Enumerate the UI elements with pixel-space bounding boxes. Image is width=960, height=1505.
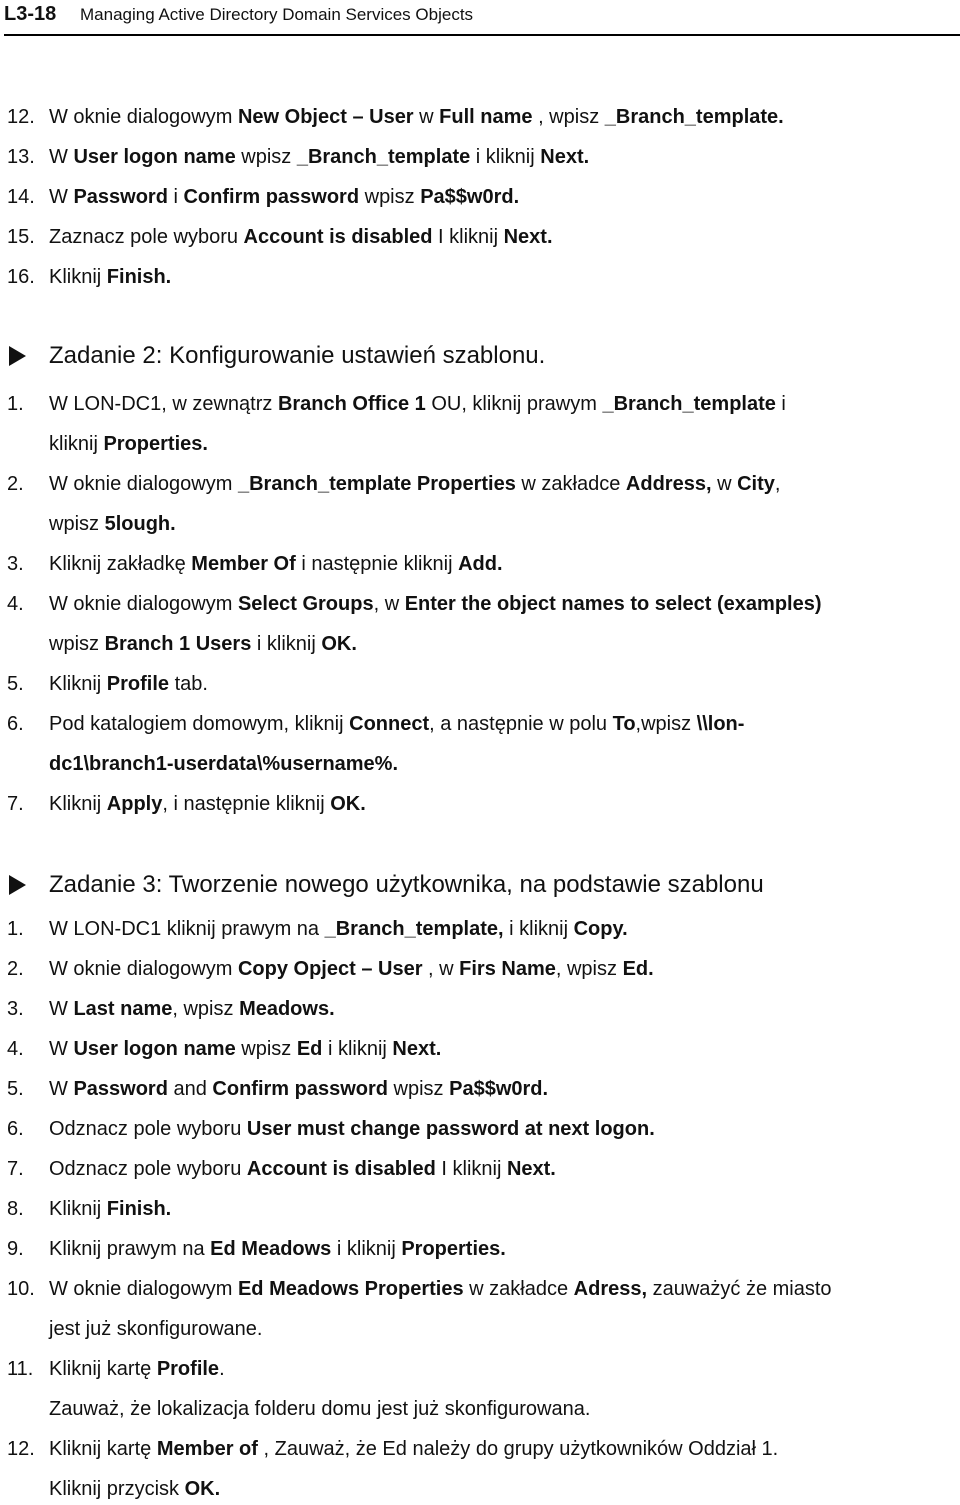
step-text [49,428,208,460]
step-text [49,748,398,780]
step-text [49,388,786,420]
step-text-plain: I kliknij [435,1158,507,1180]
step-text-bold: Account is disabled [246,1158,436,1180]
step-text-plain: Kliknij zakładkę [49,553,192,575]
step-number: 4. [7,593,24,615]
step-text-plain: i kliknij [503,918,574,940]
step-text-bold: OK. [321,633,357,655]
step-line [0,221,960,253]
triangle-bullet-icon [9,875,26,895]
step-text-bold: Account is disabled [243,226,433,248]
step-text-plain: i kliknij [470,146,541,168]
step-line [0,628,960,660]
step-number: 3. [7,553,24,575]
step-text-plain: ,wpisz [635,713,697,735]
step-line [0,1233,960,1265]
step-number: 12. [7,106,35,128]
step-text [49,1473,220,1505]
step-number: 7. [7,1158,24,1180]
step-text-plain: Odznacz pole wyboru [49,1118,247,1140]
step-text [49,1433,778,1465]
step-number: 2. [7,473,24,495]
step-text [49,141,589,173]
step-text-plain: I kliknij [432,226,504,248]
step-line [0,428,960,460]
step-number: 1. [7,918,24,940]
step-text-bold: City [737,473,775,495]
step-text [49,1273,832,1305]
step-number: 5. [7,1078,24,1100]
step-text-plain: Odznacz pole wyboru [49,1158,247,1180]
step-text [49,708,744,740]
step-text-bold: Confirm password [183,186,360,208]
step-text-plain: i kliknij [251,633,322,655]
step-text-plain: , wpisz [555,958,623,980]
step-text-plain: Kliknij przycisk [49,1478,185,1500]
step-line [0,708,960,740]
step-text-bold: _Branch_template. [604,106,784,128]
step-line [0,468,960,500]
step-text-plain: , i następnie kliknij [162,793,331,815]
step-text [49,1113,655,1145]
step-text-bold: Firs Name [459,958,556,980]
step-number: 2. [7,958,24,980]
step-text [49,468,780,500]
step-text-bold: Add. [458,553,503,575]
step-text-bold: Connect [349,713,430,735]
step-text-plain: W oknie dialogowym [49,106,238,128]
step-text-bold: Copy Opject – User [237,958,423,980]
task3-heading-text: Zadanie 3: Tworzenie nowego użytkownika, na podstawie szablonu [49,871,764,898]
step-text [49,1073,548,1105]
step-text-plain: , a następnie w polu [429,713,613,735]
step-number: 5. [7,673,24,695]
step-line [0,1153,960,1185]
step-line [0,1473,960,1505]
step-text-plain: Kliknij kartę [49,1438,157,1460]
step-text-plain: , Zauważ, że Ed należy do grupy użytkowników Oddział 1. [257,1438,779,1460]
step-text [49,993,335,1025]
step-text-bold: Branch Office 1 [277,393,426,415]
step-text [49,913,628,945]
step-text [49,1193,171,1225]
step-text-bold: User logon name [73,146,236,168]
step-number: 7. [7,793,24,815]
step-text-plain: W oknie dialogowym [49,593,238,615]
step-line [0,1353,960,1385]
step-text-bold: Pa$$w0rd. [420,186,520,208]
step-text [49,221,553,253]
step-text-plain: i [167,186,184,208]
step-line [0,668,960,700]
step-text-bold: Ed Meadows Properties [237,1278,464,1300]
step-text-bold: Address, [625,473,712,495]
step-text [49,261,171,293]
step-text-plain: w zakładce [515,473,626,495]
step-text-bold: Finish. [106,1198,172,1220]
step-text-plain: kliknij [49,433,104,455]
step-text-bold: Select Groups [237,593,374,615]
step-text-bold: Next. [506,1158,556,1180]
step-text-plain: W oknie dialogowym [49,473,238,495]
step-text-plain: W [49,146,74,168]
step-text-bold: _Branch_template, [324,918,504,940]
step-text-plain: . [219,1358,225,1380]
step-text [49,1313,262,1345]
step-text-bold: _Branch_template Properties [237,473,516,495]
step-text-bold: Pa$$w0rd. [449,1078,549,1100]
step-text-bold: Copy. [573,918,628,940]
step-text-bold: Meadows. [239,998,335,1020]
step-text [49,588,822,620]
step-number: 9. [7,1238,24,1260]
step-text-bold: Full name [439,106,533,128]
step-text-bold: Password [73,186,168,208]
step-text-plain: Zaznacz pole wyboru [49,226,244,248]
step-text-plain: W [49,1078,74,1100]
step-number: 4. [7,1038,24,1060]
step-line [0,261,960,293]
step-text [49,1353,225,1385]
step-text-bold: _Branch_template [602,393,776,415]
step-text-plain: jest już skonfigurowane. [49,1318,263,1340]
page-code: L3-18 [4,3,57,25]
step-text [49,1153,556,1185]
step-text-bold: Confirm password [212,1078,388,1100]
step-text-bold: Ed. [622,958,654,980]
task2-heading-text: Zadanie 2: Konfigurowanie ustawień szablonu. [49,342,546,369]
step-text-bold: 5lough. [104,513,176,535]
step-text-plain: W oknie dialogowym [49,958,238,980]
triangle-bullet-icon [9,346,26,366]
step-text-plain: i następnie kliknij [295,553,459,575]
step-line [0,1433,960,1465]
step-number: 1. [7,393,24,415]
step-number: 16. [7,266,35,288]
step-number: 11. [7,1358,34,1380]
step-number: 12. [7,1438,35,1460]
step-line [0,748,960,780]
step-text-bold: Profile [106,673,170,695]
step-line [0,1393,960,1425]
step-text-plain: zauważyć że miasto [647,1278,832,1300]
step-line [0,1313,960,1345]
step-text [49,181,519,213]
step-line [0,101,960,133]
step-line [0,508,960,540]
step-text-bold: Properties. [401,1238,506,1260]
step-text-plain: W [49,186,74,208]
step-text-plain: OU, kliknij prawym [425,393,603,415]
step-text-bold: \\lon- [696,713,745,735]
step-text-bold: New Object – User [237,106,414,128]
step-line [0,993,960,1025]
step-text [49,548,503,580]
step-text [49,1033,441,1065]
page-header [4,0,960,36]
step-text-bold: dc1\branch1-userdata\%username%. [49,753,399,775]
step-text [49,668,208,700]
step-text-plain: Pod katalogiem domowym, kliknij [49,713,350,735]
step-text-plain: Kliknij [49,266,107,288]
step-line [0,953,960,985]
step-line [0,1073,960,1105]
step-text [49,628,357,660]
step-text-plain: W [49,1038,74,1060]
task2-heading [0,337,960,375]
step-text-plain: wpisz [359,186,421,208]
step-text-plain: , wpisz [172,998,240,1020]
step-line [0,1193,960,1225]
step-text-bold: OK. [184,1478,221,1500]
step-text-bold: Adress, [573,1278,648,1300]
step-text-bold: Next. [392,1038,442,1060]
step-text-plain: i [775,393,786,415]
step-text-bold: _Branch_template [296,146,471,168]
step-text-bold: Finish. [106,266,172,288]
step-number: 13. [7,146,35,168]
step-number: 10. [7,1278,35,1300]
step-text-plain: Kliknij [49,793,107,815]
step-text-plain: wpisz [235,146,297,168]
step-text-bold: Member Of [191,553,296,575]
step-text-bold: Ed [296,1038,323,1060]
step-text-bold: Last name [73,998,173,1020]
step-line [0,1113,960,1145]
step-text-plain: W oknie dialogowym [49,1278,238,1300]
step-line [0,788,960,820]
step-text-plain: Zauważ, że lokalizacja folderu domu jest już skonfigurowana. [49,1398,591,1420]
step-text-plain: W LON-DC1 kliknij prawym na [49,918,325,940]
step-text-plain: i kliknij [331,1238,402,1260]
step-text-plain: i kliknij [322,1038,393,1060]
step-line [0,913,960,945]
step-text-bold: Enter the object names to select (examples) [404,593,822,615]
step-text-bold: Next. [503,226,553,248]
step-text-bold: Apply [106,793,163,815]
step-text-bold: User must change password at next logon. [246,1118,655,1140]
step-text-plain: Kliknij [49,1198,107,1220]
step-number: 8. [7,1198,24,1220]
step-text-plain: wpisz [235,1038,297,1060]
step-text-bold: Properties. [103,433,208,455]
step-text-plain: w zakładce [463,1278,574,1300]
step-text-plain: and [167,1078,213,1100]
step-text [49,953,654,985]
step-number: 3. [7,998,24,1020]
step-number: 14. [7,186,35,208]
step-number: 6. [7,713,24,735]
step-text-bold: To [612,713,636,735]
step-text-plain: wpisz [387,1078,450,1100]
step-text-plain: w [413,106,440,128]
step-number: 15. [7,226,35,248]
step-line [0,548,960,580]
step-text-bold: Profile [156,1358,220,1380]
step-text [49,101,784,133]
step-text-plain: , w [373,593,405,615]
step-line [0,181,960,213]
step-text [49,1233,506,1265]
step-line [0,388,960,420]
step-text-plain: , wpisz [532,106,605,128]
step-line [0,1273,960,1305]
step-text-plain: wpisz [49,513,105,535]
step-text-plain: Kliknij [49,673,107,695]
step-text-plain: Kliknij prawym na [49,1238,211,1260]
step-number: 6. [7,1118,24,1140]
step-text-plain: wpisz [49,633,105,655]
step-text [49,1393,590,1425]
step-text [49,508,176,540]
step-text-bold: Ed Meadows [210,1238,332,1260]
step-text-bold: Next. [540,146,590,168]
page-title: Managing Active Directory Domain Services Objects [80,5,474,24]
step-text-plain: Kliknij kartę [49,1358,157,1380]
step-text-plain: tab. [169,673,208,695]
step-text-plain: w [711,473,738,495]
step-line [0,588,960,620]
step-text-plain: , w [422,958,460,980]
task3-heading [0,866,960,904]
step-text-plain: , [774,473,781,495]
step-text [49,788,366,820]
step-text-bold: Member of [156,1438,258,1460]
step-text-plain: W [49,998,74,1020]
step-line [0,141,960,173]
step-text-bold: Branch 1 Users [104,633,252,655]
step-text-bold: OK. [330,793,366,815]
step-text-bold: User logon name [73,1038,236,1060]
step-text-plain: W LON-DC1, w zewnątrz [49,393,278,415]
step-line [0,1033,960,1065]
step-text-bold: Password [73,1078,168,1100]
